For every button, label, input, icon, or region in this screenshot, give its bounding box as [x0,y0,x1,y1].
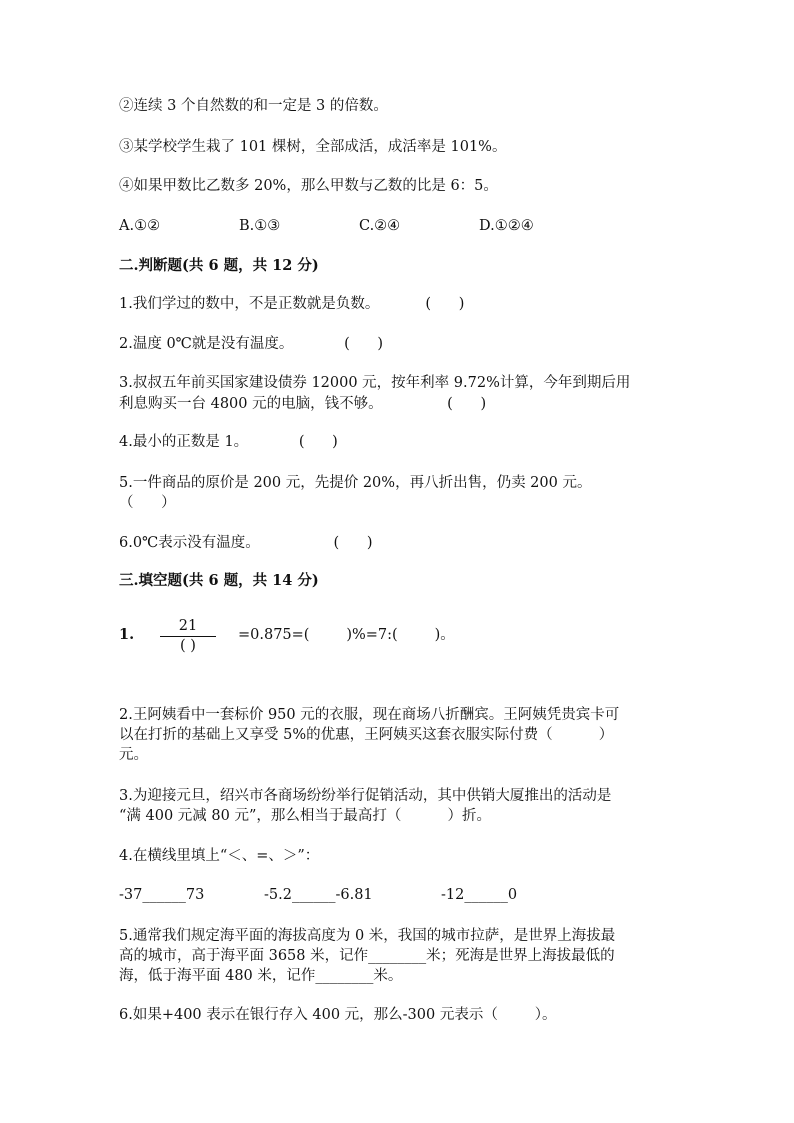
section-2-title: 二.判断题(共 6 题，共 12 分) [119,257,319,274]
compare-item-1: -37______73 [119,887,205,903]
compare-item-2: -5.2______-6.81 [264,887,373,903]
judge-question-1: 1.我们学过的数中，不是正数就是负数。 ( ) [119,296,465,312]
statement-3: ③某学校学生栽了 101 棵树，全部成活，成活率是 101%。 [119,139,507,155]
judge-question-3-line-2: 利息购买一台 4800 元的电脑，钱不够。 ( ) [119,396,487,412]
judge-question-2: 2.温度 0℃就是没有温度。 ( ) [119,336,384,352]
statement-2: ②连续 3 个自然数的和一定是 3 的倍数。 [119,98,388,114]
fill-question-5-line-2: 高的城市，高于海平面 3658 米，记作________米；死海是世界上海拔最低的 [119,948,615,964]
judge-question-4: 4.最小的正数是 1。 ( ) [119,434,338,450]
fraction-denominator: ( ) [180,638,196,654]
option-d: D.①②④ [479,218,534,234]
fill-question-2-line-3: 元。 [119,747,148,763]
fill-question-3-line-2: “满 400 元减 80 元”，那么相当于最高打（ ）折。 [119,808,491,824]
fill-question-1-text: =0.875=( )%=7:( )。 [238,627,455,643]
fill-question-2-line-2: 以在打折的基础上又享受 5%的优惠，王阿姨买这套衣服实际付费（ ） [119,727,614,743]
fraction-numerator: 21 [178,618,198,634]
judge-question-6: 6.0℃表示没有温度。 ( ) [119,535,373,551]
fill-question-3-line-1: 3.为迎接元旦，绍兴市各商场纷纷举行促销活动，其中供销大厦推出的活动是 [119,788,612,804]
fill-question-4-line-1: 4.在横线里填上“＜、=、＞”： [119,848,320,864]
fill-question-6: 6.如果+400 表示在银行存入 400 元，那么-300 元表示（ ）。 [119,1007,557,1023]
fill-question-2-line-1: 2.王阿姨看中一套标价 950 元的衣服，现在商场八折酬宾。王阿姨凭贵宾卡可 [119,707,620,723]
judge-question-5-line-2: （ ） [119,495,176,511]
judge-question-3-line-1: 3.叔叔五年前买国家建设债券 12000 元，按年利率 9.72%计算，今年到期后用 [119,375,631,391]
option-c: C.②④ [359,218,401,234]
fill-question-1-number: 1. [119,626,135,643]
option-b: B.①③ [239,218,281,234]
section-3-title: 三.填空题(共 6 题，共 14 分) [119,572,319,589]
fill-question-5-line-1: 5.通常我们规定海平面的海拔高度为 0 米，我国的城市拉萨，是世界上海拔最 [119,928,616,944]
compare-item-3: -12______0 [441,887,518,903]
fill-question-5-line-3: 海，低于海平面 480 米，记作________米。 [119,968,403,984]
statement-4: ④如果甲数比乙数多 20%，那么甲数与乙数的比是 6：5。 [119,178,498,194]
option-a: A.①② [119,218,161,234]
judge-question-5-line-1: 5.一件商品的原价是 200 元，先提价 20%，再八折出售，仍卖 200 元。 [119,475,592,491]
